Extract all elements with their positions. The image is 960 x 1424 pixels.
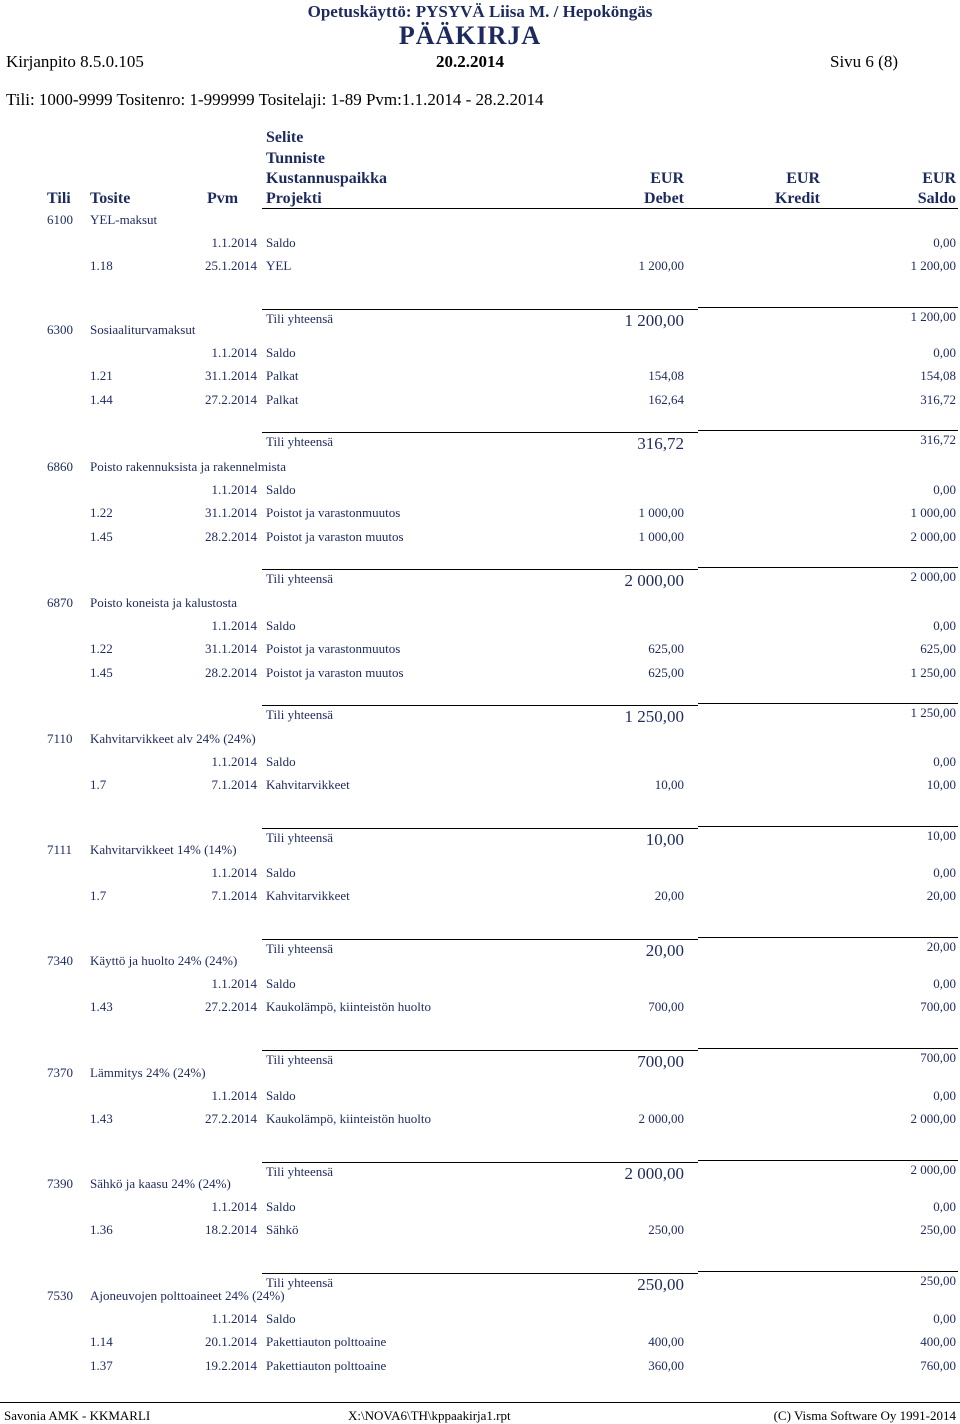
footer-center: X:\NOVA6\TH\kppaakirja1.rpt <box>348 1408 511 1423</box>
opening-balance-row <box>0 235 960 257</box>
page-number: Sivu 6 (8) <box>830 52 898 71</box>
total-rule-saldo <box>698 937 958 938</box>
total-rule-saldo <box>698 1160 958 1161</box>
total-rule-saldo <box>698 430 958 431</box>
entry-selite: Kaukolämpö, kiinteistön huolto <box>266 999 432 1014</box>
total-rule-saldo <box>698 307 958 308</box>
entry-debet: 10,00 <box>654 777 684 792</box>
opening-saldo: 0,00 <box>933 1311 956 1326</box>
entry-date: 20.1.2014 <box>205 1334 257 1349</box>
total-saldo: 20,00 <box>926 939 956 954</box>
total-saldo: 700,00 <box>920 1050 956 1065</box>
total-rule <box>262 705 698 706</box>
table-row <box>0 505 960 527</box>
opening-label: Saldo <box>266 618 296 633</box>
entry-debet: 700,00 <box>648 999 684 1014</box>
opening-saldo: 0,00 <box>933 345 956 360</box>
usage-banner: Opetuskäyttö: PYSYVÄ Liisa M. / Hepoköngäs <box>307 2 653 21</box>
entry-tosite: 1.7 <box>90 777 107 792</box>
entry-debet: 1 000,00 <box>638 505 684 520</box>
entry-debet: 20,00 <box>654 888 684 903</box>
opening-label: Saldo <box>266 1311 296 1326</box>
footer-right: (C) Visma Software Oy 1991-2014 <box>773 1408 956 1423</box>
account-total-row <box>0 432 960 456</box>
entry-selite: YEL <box>266 258 292 273</box>
account-number: 7530 <box>47 1288 73 1303</box>
entry-saldo: 154,08 <box>920 368 956 383</box>
col-kustannuspaikka: Kustannuspaikka <box>266 170 387 187</box>
table-row <box>0 888 960 910</box>
opening-saldo: 0,00 <box>933 1088 956 1103</box>
account-name: Poisto koneista ja kalustosta <box>90 595 237 610</box>
opening-label: Saldo <box>266 754 296 769</box>
total-label: Tili yhteensä <box>266 941 334 956</box>
entry-selite: Poistot ja varastonmuutos <box>266 641 401 656</box>
account-header-row <box>0 1065 960 1087</box>
table-row <box>0 665 960 687</box>
total-debet: 700,00 <box>637 1052 684 1071</box>
opening-date: 1.1.2014 <box>211 1088 257 1103</box>
entry-saldo: 700,00 <box>920 999 956 1014</box>
table-row <box>0 1334 960 1356</box>
entry-saldo: 316,72 <box>920 392 956 407</box>
account-number: 6100 <box>47 212 73 227</box>
entry-selite: Poistot ja varaston muutos <box>266 529 404 544</box>
col-selite: Selite <box>266 129 304 146</box>
entry-debet: 360,00 <box>648 1358 684 1373</box>
entry-tosite: 1.44 <box>90 392 113 407</box>
account-name: Kahvitarvikkeet 14% (14%) <box>90 842 237 857</box>
entry-selite: Pakettiauton polttoaine <box>266 1334 387 1349</box>
entry-tosite: 1.18 <box>90 258 113 273</box>
col-tunniste: Tunniste <box>266 150 325 167</box>
entry-debet: 162,64 <box>648 392 684 407</box>
account-name: Sosiaaliturvamaksut <box>90 322 196 337</box>
account-number: 7370 <box>47 1065 73 1080</box>
header-rule <box>262 208 958 209</box>
account-name: Poisto rakennuksista ja rakennelmista <box>90 459 287 474</box>
entry-saldo: 2 000,00 <box>910 1111 956 1126</box>
account-name: Käyttö ja huolto 24% (24%) <box>90 953 238 968</box>
entry-saldo: 625,00 <box>920 641 956 656</box>
opening-date: 1.1.2014 <box>211 235 257 250</box>
account-total-row <box>0 569 960 593</box>
total-debet: 2 000,00 <box>624 571 684 590</box>
opening-label: Saldo <box>266 345 296 360</box>
entry-saldo: 1 000,00 <box>910 505 956 520</box>
total-rule-saldo <box>698 703 958 704</box>
opening-label: Saldo <box>266 976 296 991</box>
total-label: Tili yhteensä <box>266 311 334 326</box>
opening-saldo: 0,00 <box>933 754 956 769</box>
col-projekti: Projekti <box>266 190 322 207</box>
entry-selite: Poistot ja varastonmuutos <box>266 505 401 520</box>
opening-label: Saldo <box>266 1088 296 1103</box>
table-row <box>0 392 960 414</box>
opening-date: 1.1.2014 <box>211 482 257 497</box>
entry-debet: 625,00 <box>648 665 684 680</box>
opening-balance-row <box>0 754 960 776</box>
entry-date: 27.2.2014 <box>205 392 257 407</box>
total-rule <box>262 309 698 310</box>
total-label: Tili yhteensä <box>266 1052 334 1067</box>
footer-left: Savonia AMK - KKMARLI <box>4 1408 151 1423</box>
opening-label: Saldo <box>266 482 296 497</box>
account-header-row <box>0 212 960 234</box>
total-rule-saldo <box>698 567 958 568</box>
opening-saldo: 0,00 <box>933 618 956 633</box>
total-saldo: 2 000,00 <box>910 569 956 584</box>
entry-selite: Palkat <box>266 368 299 383</box>
account-header-row <box>0 731 960 753</box>
opening-date: 1.1.2014 <box>211 754 257 769</box>
entry-tosite: 1.14 <box>90 1334 113 1349</box>
entry-date: 27.2.2014 <box>205 1111 257 1126</box>
entry-saldo: 1 200,00 <box>910 258 956 273</box>
entry-debet: 625,00 <box>648 641 684 656</box>
table-row <box>0 999 960 1021</box>
entry-date: 18.2.2014 <box>205 1222 257 1237</box>
opening-date: 1.1.2014 <box>211 976 257 991</box>
total-saldo: 1 250,00 <box>910 705 956 720</box>
entry-saldo: 10,00 <box>926 777 956 792</box>
col-tosite: Tosite <box>90 190 131 207</box>
entry-saldo: 400,00 <box>920 1334 956 1349</box>
total-rule <box>262 1050 698 1051</box>
total-label: Tili yhteensä <box>266 571 334 586</box>
account-number: 7340 <box>47 953 73 968</box>
entry-tosite: 1.22 <box>90 641 113 656</box>
opening-saldo: 0,00 <box>933 976 956 991</box>
entry-selite: Kaukolämpö, kiinteistön huolto <box>266 1111 432 1126</box>
entry-debet: 400,00 <box>648 1334 684 1349</box>
account-number: 6300 <box>47 322 73 337</box>
total-rule-saldo <box>698 1271 958 1272</box>
entry-selite: Sähkö <box>266 1222 299 1237</box>
total-rule <box>262 939 698 940</box>
table-row <box>0 641 960 663</box>
entry-date: 7.1.2014 <box>211 888 257 903</box>
account-header-row <box>0 1288 960 1310</box>
account-header-row <box>0 842 960 864</box>
account-number: 6870 <box>47 595 73 610</box>
page-footer <box>0 1402 960 1424</box>
total-label: Tili yhteensä <box>266 1164 334 1179</box>
report-title: PÄÄKIRJA <box>398 21 542 50</box>
entry-selite: Pakettiauton polttoaine <box>266 1358 387 1373</box>
opening-balance-row <box>0 618 960 640</box>
entry-tosite: 1.43 <box>90 999 113 1014</box>
entry-saldo: 250,00 <box>920 1222 956 1237</box>
entry-debet: 250,00 <box>648 1222 684 1237</box>
col-eur-kredit: EUR <box>786 170 820 187</box>
total-label: Tili yhteensä <box>266 707 334 722</box>
total-debet: 2 000,00 <box>624 1164 684 1183</box>
total-saldo: 10,00 <box>926 828 956 843</box>
entry-date: 27.2.2014 <box>205 999 257 1014</box>
entry-saldo: 20,00 <box>926 888 956 903</box>
opening-date: 1.1.2014 <box>211 345 257 360</box>
opening-date: 1.1.2014 <box>211 618 257 633</box>
entry-tosite: 1.45 <box>90 529 113 544</box>
entry-debet: 1 000,00 <box>638 529 684 544</box>
entry-saldo: 760,00 <box>920 1358 956 1373</box>
opening-date: 1.1.2014 <box>211 1199 257 1214</box>
table-row <box>0 529 960 551</box>
total-debet: 10,00 <box>645 830 684 849</box>
account-total-row <box>0 705 960 729</box>
entry-debet: 1 200,00 <box>638 258 684 273</box>
total-debet: 1 250,00 <box>624 707 684 726</box>
entry-tosite: 1.36 <box>90 1222 113 1237</box>
total-rule <box>262 569 698 570</box>
account-header-row <box>0 459 960 481</box>
entry-saldo: 2 000,00 <box>910 529 956 544</box>
total-rule <box>262 432 698 433</box>
opening-balance-row <box>0 482 960 504</box>
entry-tosite: 1.22 <box>90 505 113 520</box>
total-saldo: 316,72 <box>920 432 956 447</box>
opening-saldo: 0,00 <box>933 482 956 497</box>
col-pvm: Pvm <box>207 190 239 207</box>
opening-balance-row <box>0 345 960 367</box>
account-name: Ajoneuvojen polttoaineet 24% (24%) <box>90 1288 285 1303</box>
total-debet: 250,00 <box>637 1275 684 1294</box>
account-number: 7390 <box>47 1176 73 1191</box>
entry-tosite: 1.7 <box>90 888 107 903</box>
col-eur-saldo: EUR <box>922 170 956 187</box>
table-row <box>0 1358 960 1380</box>
entry-date: 31.1.2014 <box>205 505 257 520</box>
opening-balance-row <box>0 865 960 887</box>
opening-saldo: 0,00 <box>933 235 956 250</box>
opening-label: Saldo <box>266 235 296 250</box>
total-rule-saldo <box>698 826 958 827</box>
entry-date: 19.2.2014 <box>205 1358 257 1373</box>
opening-label: Saldo <box>266 1199 296 1214</box>
account-header-row <box>0 953 960 975</box>
col-saldo: Saldo <box>917 190 956 207</box>
opening-saldo: 0,00 <box>933 1199 956 1214</box>
account-header-row <box>0 595 960 617</box>
account-name: Kahvitarvikkeet alv 24% (24%) <box>90 731 256 746</box>
entry-date: 25.1.2014 <box>205 258 257 273</box>
entry-date: 31.1.2014 <box>205 641 257 656</box>
entry-selite: Poistot ja varaston muutos <box>266 665 404 680</box>
total-rule-saldo <box>698 1048 958 1049</box>
entry-date: 31.1.2014 <box>205 368 257 383</box>
total-rule <box>262 1273 698 1274</box>
account-header-row <box>0 322 960 344</box>
col-tili: Tili <box>47 190 71 207</box>
account-name: Sähkö ja kaasu 24% (24%) <box>90 1176 231 1191</box>
entry-saldo: 1 250,00 <box>910 665 956 680</box>
entry-tosite: 1.37 <box>90 1358 113 1373</box>
total-label: Tili yhteensä <box>266 1275 334 1290</box>
report-date: 20.2.2014 <box>436 52 504 71</box>
total-rule <box>262 828 698 829</box>
total-debet: 1 200,00 <box>624 311 684 330</box>
entry-date: 28.2.2014 <box>205 665 257 680</box>
account-number: 7111 <box>47 842 73 857</box>
total-rule <box>262 1162 698 1163</box>
account-name: Lämmitys 24% (24%) <box>90 1065 206 1080</box>
total-saldo: 250,00 <box>920 1273 956 1288</box>
entry-tosite: 1.21 <box>90 368 113 383</box>
col-debet: Debet <box>644 190 684 207</box>
opening-balance-row <box>0 1199 960 1221</box>
entry-selite: Kahvitarvikkeet <box>266 888 350 903</box>
account-number: 7110 <box>47 731 73 746</box>
account-header-row <box>0 1176 960 1198</box>
entry-debet: 2 000,00 <box>638 1111 684 1126</box>
opening-balance-row <box>0 1088 960 1110</box>
table-row <box>0 368 960 390</box>
total-saldo: 2 000,00 <box>910 1162 956 1177</box>
opening-saldo: 0,00 <box>933 865 956 880</box>
total-debet: 20,00 <box>645 941 684 960</box>
table-row <box>0 258 960 280</box>
col-kredit: Kredit <box>774 190 820 207</box>
total-saldo: 1 200,00 <box>910 309 956 324</box>
table-row <box>0 1222 960 1244</box>
table-row <box>0 1111 960 1133</box>
table-row <box>0 777 960 799</box>
opening-date: 1.1.2014 <box>211 1311 257 1326</box>
entry-debet: 154,08 <box>648 368 684 383</box>
entry-tosite: 1.43 <box>90 1111 113 1126</box>
entry-selite: Palkat <box>266 392 299 407</box>
account-name: YEL-maksut <box>90 212 158 227</box>
total-label: Tili yhteensä <box>266 830 334 845</box>
opening-balance-row <box>0 976 960 998</box>
entry-tosite: 1.45 <box>90 665 113 680</box>
entry-date: 7.1.2014 <box>211 777 257 792</box>
app-version: Kirjanpito 8.5.0.105 <box>6 52 144 71</box>
opening-balance-row <box>0 1311 960 1333</box>
total-label: Tili yhteensä <box>266 434 334 449</box>
entry-date: 28.2.2014 <box>205 529 257 544</box>
account-number: 6860 <box>47 459 73 474</box>
opening-date: 1.1.2014 <box>211 865 257 880</box>
opening-label: Saldo <box>266 865 296 880</box>
entry-selite: Kahvitarvikkeet <box>266 777 350 792</box>
total-debet: 316,72 <box>637 434 684 453</box>
report-filter: Tili: 1000-9999 Tositenro: 1-999999 Tositelaji: 1-89 Pvm:1.1.2014 - 28.2.2014 <box>6 90 544 109</box>
col-eur-debet: EUR <box>650 170 684 187</box>
